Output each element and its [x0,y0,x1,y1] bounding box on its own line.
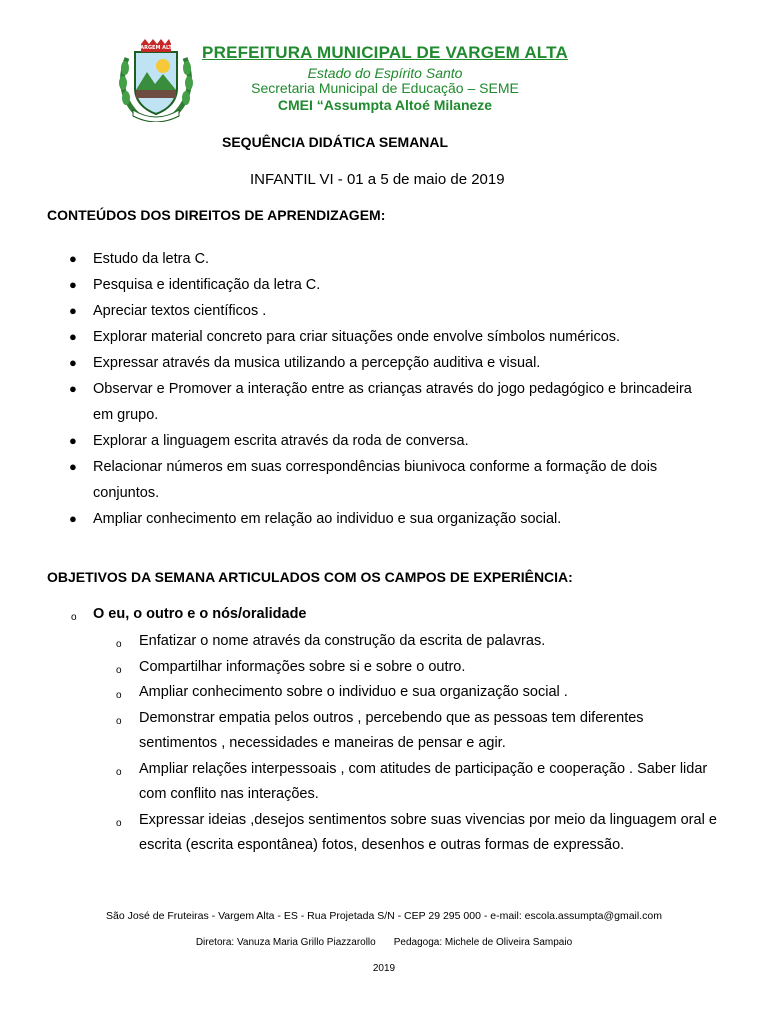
footer-staff [0,937,768,948]
list-item-text: Demonstrar empatia pelos outros , percebendo que as pessoas tem diferentes sentimentos , necessidades e maneiras de pensar e agir. [139,709,644,751]
document-subtitle: INFANTIL VI - 01 a 5 de maio de 2019 [250,171,505,188]
list-item [0,454,713,506]
list-item [0,757,724,808]
bullet-icon: ● [69,381,77,396]
list-item [0,298,713,324]
list-item-text: Expressar através da musica utilizando a percepção auditiva e visual. [93,355,541,371]
list-item-text: Observar e Promover a interação entre as crianças através do jogo pedagógico e brincadeira em grupo. [93,381,692,423]
list-item [0,324,713,350]
bullet-icon: ● [69,277,77,292]
bullet-icon: ● [69,433,77,448]
circle-bullet-icon: o [116,690,122,701]
list-item [0,376,713,428]
footer-director: Diretora: Vanuza Maria Grillo Piazzarollo [195,937,376,948]
list-item-text: Estudo da letra C. [93,251,210,267]
list-item-text: Enfatizar o nome através da construção da escrita de palavras. [139,633,546,649]
objectives-heading: OBJETIVOS DA SEMANA ARTICULADOS COM OS CAMPOS DE EXPERIÊNCIA: [47,569,573,585]
objectives-list [0,629,768,859]
list-item-text: Compartilhar informações sobre si e sobre o outro. [139,658,466,675]
bullet-icon: ● [69,303,77,318]
circle-bullet-icon: o [116,766,122,778]
circle-bullet-icon: o [71,612,77,623]
list-item [0,272,713,298]
bullet-icon: ● [69,251,77,266]
group-title-text: O eu, o outro e o nós/oralidade [93,606,307,622]
footer-address: São José de Fruteiras - Vargem Alta - ES - Rua Projetada S/N - CEP 29 295 000 - e-mail: escola.assumpta@gmail.com [106,910,662,922]
footer-year: 2019 [372,963,396,974]
school-name: CMEI “Assumpta Altoé Milaneze [277,97,493,113]
footer-pedagogue: Pedagoga: Michele de Oliveira Sampaio [393,937,573,948]
circle-bullet-icon: o [116,715,122,727]
document-title: SEQUÊNCIA DIDÁTICA SEMANAL [222,134,449,150]
list-item-text: Explorar a linguagem escrita através da roda de conversa. [93,433,469,449]
list-item [0,706,724,757]
list-item-text: Explorar material concreto para criar situações onde envolve símbolos numéricos. [93,329,621,345]
secretariat-name: Secretaria Municipal de Educação – SEME [251,80,519,96]
circle-bullet-icon: o [116,639,122,650]
list-item [0,680,724,706]
objectives-group [0,604,768,859]
list-item [0,428,713,454]
list-item [0,350,713,376]
svg-text:VARGEM ALTA: VARGEM ALTA [136,45,176,51]
municipality-title: PREFEITURA MUNICIPAL DE VARGEM ALTA [202,43,568,62]
list-item-text: Apreciar textos científicos . [93,303,267,319]
list-item [0,629,724,655]
state-name: Estado do Espírito Santo [307,65,463,81]
contents-list [0,246,768,532]
circle-bullet-icon: o [116,817,122,829]
bullet-icon: ● [69,329,77,344]
list-item-text: Relacionar números em suas correspondências biunivoca conforme a formação de dois conjuntos. [93,459,658,501]
list-item [0,808,724,859]
list-item-text: Ampliar relações interpessoais , com atitudes de participação e cooperação . Saber lidar com conflito nas interações. [139,760,708,802]
bullet-icon: ● [69,355,77,370]
bullet-icon: ● [69,459,77,474]
list-item-text: Expressar ideias ,desejos sentimentos sobre suas vivencias por meio da linguagem oral e escrita (escrita espontânea) fotos, desenhos e outras formas de expressão. [139,811,717,853]
list-item-text: Ampliar conhecimento em relação ao individuo e sua organização social. [93,511,562,527]
list-item-text: Pesquisa e identificação da letra C. [93,277,321,293]
bullet-icon: ● [69,511,77,526]
municipal-coat-of-arms-logo [117,38,195,122]
circle-bullet-icon: o [116,664,122,676]
list-item [0,655,724,681]
list-item-text: Ampliar conhecimento sobre o individuo e sua organização social . [139,684,568,700]
list-item [0,246,713,272]
list-item [0,506,713,532]
contents-heading: CONTEÚDOS DOS DIREITOS DE APRENDIZAGEM: [47,207,386,223]
objectives-group-title [0,604,768,624]
